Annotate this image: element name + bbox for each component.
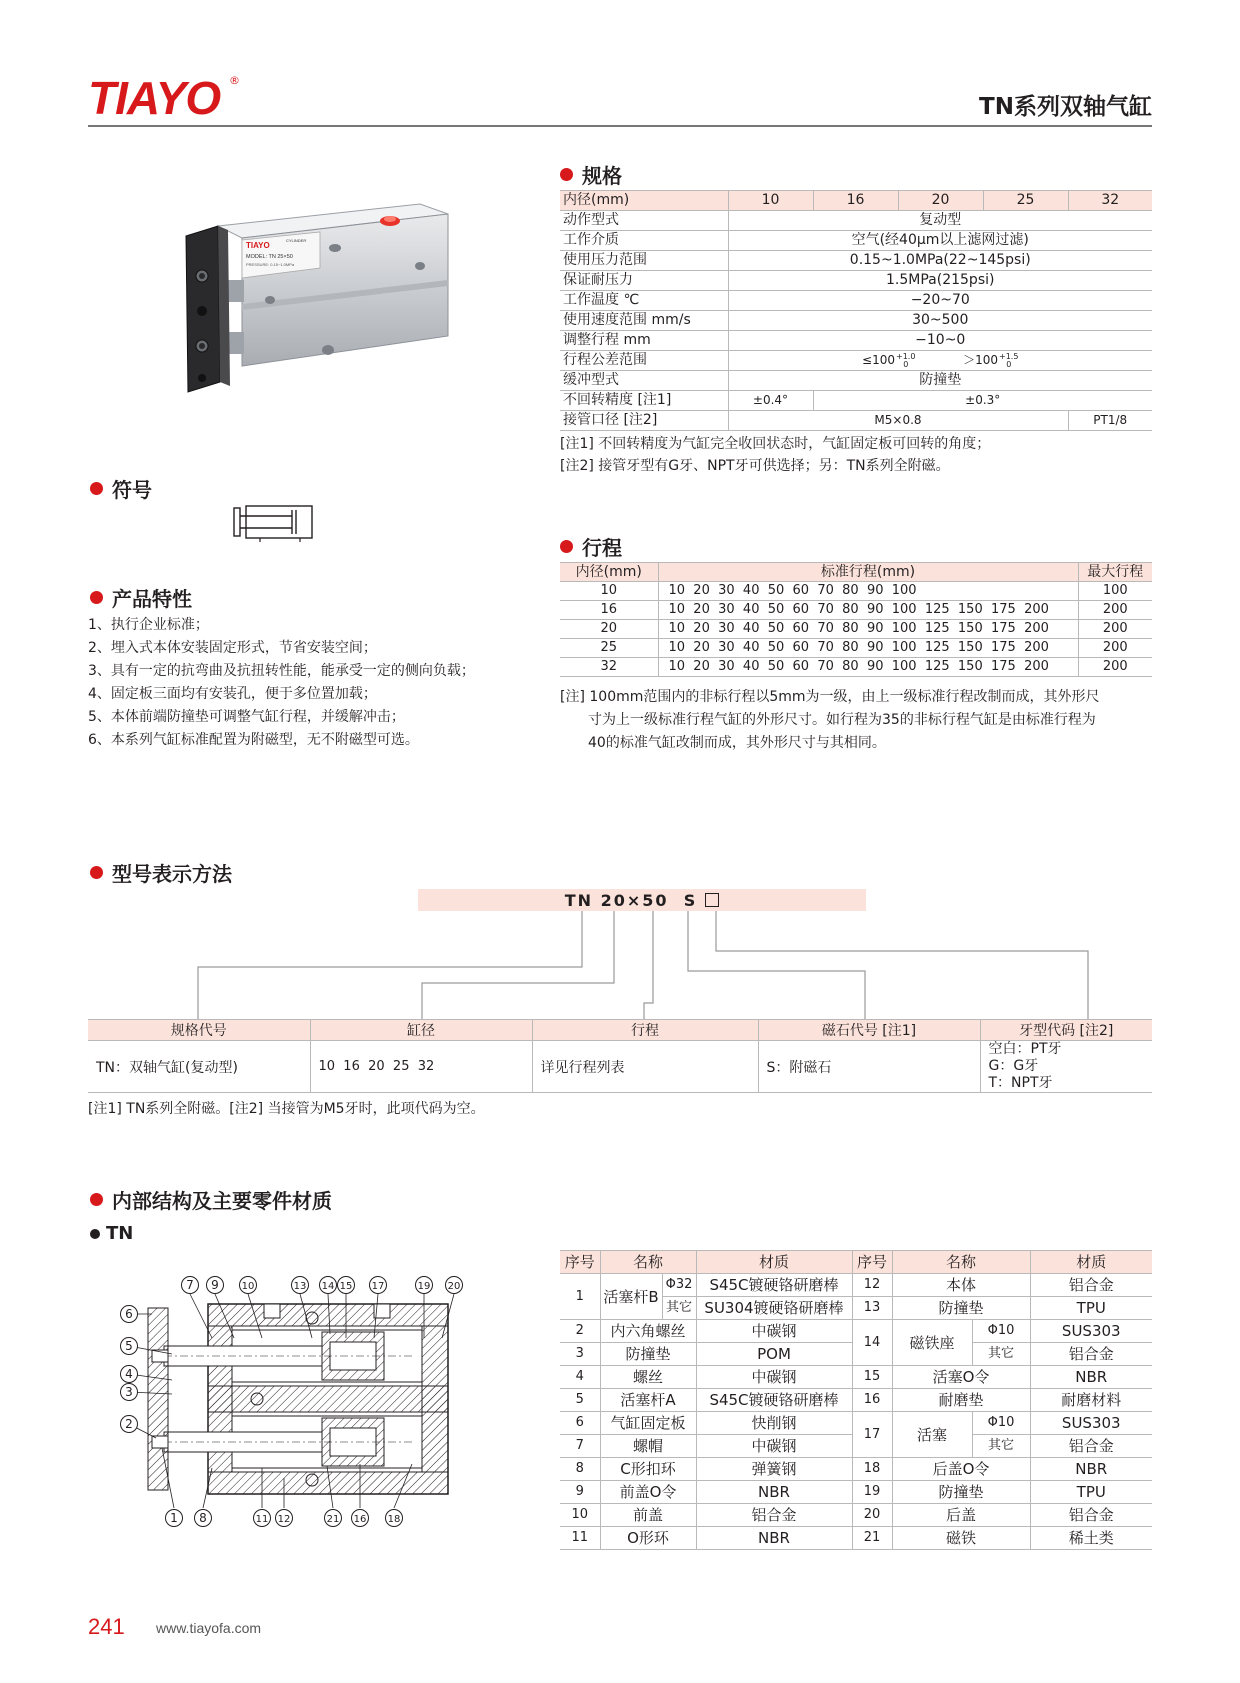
part-no: 12 xyxy=(852,1274,892,1297)
spec-bore-25: 25 xyxy=(983,191,1068,211)
stroke-row xyxy=(560,620,1152,639)
parts-header: 材质 xyxy=(1030,1251,1152,1274)
stroke-values: 10 20 30 40 50 60 70 80 90 100 125 150 175 200 xyxy=(658,658,1078,677)
stroke-bore: 32 xyxy=(560,658,658,677)
parts-row xyxy=(560,1320,1152,1343)
tolerance-a-upper: +1.0 xyxy=(896,351,916,361)
part-name: 防撞垫 xyxy=(892,1297,1030,1320)
website-link[interactable]: www.tiayofa.com xyxy=(156,1620,262,1636)
part-no: 11 xyxy=(560,1527,600,1550)
part-name: 活塞 xyxy=(892,1412,972,1458)
tolerance-a: ≤100 xyxy=(862,353,896,367)
parts-table xyxy=(560,1250,1152,1550)
parts-row xyxy=(560,1412,1152,1435)
label-9 xyxy=(207,1277,224,1294)
part-no: 18 xyxy=(852,1458,892,1481)
parts-row xyxy=(560,1458,1152,1481)
stroke-max: 200 xyxy=(1078,639,1152,658)
label-12-text: 12 xyxy=(277,1514,291,1525)
photo-cylinder: CYLINDER xyxy=(286,238,307,243)
label-1-text: 1 xyxy=(170,1511,178,1525)
label-14 xyxy=(320,1277,337,1294)
section-spec-title xyxy=(560,160,622,189)
cross-section-diagram xyxy=(112,1268,502,1538)
parts-header-row xyxy=(560,1251,1152,1274)
header-divider xyxy=(88,125,1152,127)
parts-header: 序号 xyxy=(852,1251,892,1274)
model-table xyxy=(88,1019,1152,1093)
part-material: 中碳钢 xyxy=(696,1320,852,1343)
model-bores: 10 16 20 25 32 xyxy=(310,1041,532,1093)
pneumatic-symbol xyxy=(230,504,320,546)
tolerance-a-lower: 0 xyxy=(903,359,909,369)
feature-item: 1、执行企业标准； xyxy=(88,617,209,633)
tolerance-b: ＞100 xyxy=(963,353,999,367)
stroke-row xyxy=(560,658,1152,677)
label-20-text: 20 xyxy=(447,1281,461,1292)
spec-label: 行程公差范围 xyxy=(560,351,728,371)
stroke-row xyxy=(560,639,1152,658)
label-13-text: 13 xyxy=(293,1281,307,1292)
spec-row xyxy=(560,331,1152,351)
section-model-label: 型号表示方法 xyxy=(112,862,232,886)
part-name: 后盖 xyxy=(892,1504,1030,1527)
part-material: TPU xyxy=(1030,1297,1152,1320)
parts-row xyxy=(560,1527,1152,1550)
part-name: 螺丝 xyxy=(600,1366,696,1389)
spec-label: 使用速度范围 mm/s xyxy=(560,311,728,331)
spec-row xyxy=(560,391,1152,411)
label-4-text: 4 xyxy=(125,1367,133,1381)
spec-label: 保证耐压力 xyxy=(560,271,728,291)
stroke-bore: 25 xyxy=(560,639,658,658)
part-sub: Φ32 xyxy=(662,1274,696,1297)
label-10 xyxy=(240,1277,257,1294)
part-no: 8 xyxy=(560,1458,600,1481)
spec-bore-label: 内径(mm) xyxy=(560,191,728,211)
label-7-text: 7 xyxy=(186,1278,194,1292)
section-features-label: 产品特性 xyxy=(112,587,192,611)
stroke-header-row xyxy=(560,563,1152,582)
section-structure-title xyxy=(90,1185,332,1214)
spec-row xyxy=(560,231,1152,251)
series-title: TN系列双轴气缸 xyxy=(979,94,1152,120)
bullet-icon xyxy=(90,866,103,879)
stroke-row xyxy=(560,601,1152,620)
label-17 xyxy=(370,1277,387,1294)
part-material: 弹簧钢 xyxy=(696,1458,852,1481)
feature-list xyxy=(88,614,475,752)
spec-value: M5×0.8 xyxy=(728,411,1068,431)
feature-item: 6、本系列气缸标准配置为附磁型，无不附磁型可选。 xyxy=(88,732,419,748)
label-14-text: 14 xyxy=(321,1281,335,1292)
part-name: 后盖O令 xyxy=(892,1458,1030,1481)
model-stroke: 详见行程列表 xyxy=(532,1041,758,1093)
part-material: S45C镀硬铬研磨棒 xyxy=(696,1389,852,1412)
part-name: 气缸固定板 xyxy=(600,1412,696,1435)
label-2-text: 2 xyxy=(125,1417,133,1431)
part-material: 中碳钢 xyxy=(696,1435,852,1458)
stroke-header: 内径(mm) xyxy=(560,563,658,582)
label-5-text: 5 xyxy=(125,1339,133,1353)
model-note: [注1] TN系列全附磁。[注2] 当接管为M5牙时，此项代码为空。 xyxy=(88,1101,485,1117)
spec-row xyxy=(560,371,1152,391)
bullet-icon xyxy=(90,482,103,495)
parts-header: 名称 xyxy=(892,1251,1030,1274)
spec-value: 空气(经40μm以上滤网过滤) xyxy=(728,231,1152,251)
spec-label: 缓冲型式 xyxy=(560,371,728,391)
spec-value: PT1/8 xyxy=(1068,411,1152,431)
label-19-text: 19 xyxy=(417,1281,431,1292)
section-model-title xyxy=(90,858,232,887)
part-sub: 其它 xyxy=(972,1343,1030,1366)
spec-value: −20~70 xyxy=(728,291,1152,311)
label-19 xyxy=(416,1277,433,1294)
label-15-text: 15 xyxy=(339,1281,353,1292)
label-20 xyxy=(446,1277,463,1294)
section-structure-label: 内部结构及主要零件材质 xyxy=(112,1189,332,1213)
part-material: 耐磨材料 xyxy=(1030,1389,1152,1412)
product-photo xyxy=(180,196,455,421)
part-no: 3 xyxy=(560,1343,600,1366)
spec-row xyxy=(560,311,1152,331)
spec-label: 调整行程 mm xyxy=(560,331,728,351)
part-material: NBR xyxy=(1030,1366,1152,1389)
stroke-note xyxy=(560,686,1160,755)
part-no: 9 xyxy=(560,1481,600,1504)
spec-row xyxy=(560,211,1152,231)
parts-row xyxy=(560,1274,1152,1297)
part-material: SU304镀硬铬研磨棒 xyxy=(696,1297,852,1320)
tolerance-cell xyxy=(728,351,1152,371)
part-material: SUS303 xyxy=(1030,1320,1152,1343)
label-5 xyxy=(121,1338,138,1355)
section-features-title xyxy=(90,583,192,612)
label-6 xyxy=(121,1306,138,1323)
page-number: 241 xyxy=(88,1614,125,1639)
label-3-text: 3 xyxy=(125,1385,133,1399)
part-name: 活塞O令 xyxy=(892,1366,1030,1389)
spec-label: 动作型式 xyxy=(560,211,728,231)
label-2 xyxy=(121,1416,138,1433)
part-material: 中碳钢 xyxy=(696,1366,852,1389)
parts-row xyxy=(560,1504,1152,1527)
spec-label: 工作温度 ℃ xyxy=(560,291,728,311)
spec-value: 30~500 xyxy=(728,311,1152,331)
stroke-values: 10 20 30 40 50 60 70 80 90 100 125 150 175 200 xyxy=(658,639,1078,658)
label-12 xyxy=(276,1510,293,1527)
registered-mark: ® xyxy=(229,74,240,87)
parts-header: 名称 xyxy=(600,1251,696,1274)
part-no: 14 xyxy=(852,1320,892,1366)
model-thread xyxy=(980,1041,1152,1093)
spec-note: [注1] 不回转精度为气缸完全收回状态时，气缸固定板可回转的角度； xyxy=(560,436,991,452)
model-header: 行程 xyxy=(532,1020,758,1041)
label-4 xyxy=(121,1366,138,1383)
spec-note: [注2] 接管牙型有G牙、NPT牙可供选择；另：TN系列全附磁。 xyxy=(560,458,950,474)
label-8-text: 8 xyxy=(199,1511,207,1525)
section-stroke-label: 行程 xyxy=(582,536,622,560)
part-no: 19 xyxy=(852,1481,892,1504)
spec-bore-10: 10 xyxy=(728,191,813,211)
part-no: 7 xyxy=(560,1435,600,1458)
section-symbol-label: 符号 xyxy=(112,478,152,502)
spec-row-tolerance xyxy=(560,351,1152,371)
label-16 xyxy=(352,1510,369,1527)
label-21-text: 21 xyxy=(326,1514,340,1525)
spec-row xyxy=(560,291,1152,311)
spec-bore-32: 32 xyxy=(1068,191,1152,211)
thread-option: T：NPT牙 xyxy=(988,1075,1053,1091)
spec-table xyxy=(560,190,1152,431)
tolerance-b-lower: 0 xyxy=(1006,359,1012,369)
spec-value: 防撞垫 xyxy=(728,371,1152,391)
model-header: 规格代号 xyxy=(88,1020,310,1041)
part-name: 防撞垫 xyxy=(600,1343,696,1366)
photo-brand: TIAYO xyxy=(246,241,270,250)
model-code-text: TN 20×50 S xyxy=(564,890,698,910)
part-material: S45C镀硬铬研磨棒 xyxy=(696,1274,852,1297)
section-symbol-title xyxy=(90,474,152,503)
bullet-icon xyxy=(560,540,573,553)
part-no: 16 xyxy=(852,1389,892,1412)
part-no: 21 xyxy=(852,1527,892,1550)
part-no: 4 xyxy=(560,1366,600,1389)
stroke-max: 100 xyxy=(1078,582,1152,601)
section-stroke-title xyxy=(560,532,622,561)
spec-value: ±0.4° xyxy=(728,391,813,411)
feature-item: 5、本体前端防撞垫可调整气缸行程，并缓解冲击； xyxy=(88,709,405,725)
spec-value: 1.5MPa(215psi) xyxy=(728,271,1152,291)
part-material: TPU xyxy=(1030,1481,1152,1504)
stroke-note-line: 40的标准气缸改制而成，其外形尺寸与其相同。 xyxy=(588,735,886,751)
spec-header-row xyxy=(560,191,1152,211)
label-6-text: 6 xyxy=(125,1307,133,1321)
spec-value: 0.15~1.0MPa(22~145psi) xyxy=(728,251,1152,271)
bullet-icon xyxy=(560,168,573,181)
spec-bore-20: 20 xyxy=(898,191,983,211)
bullet-icon xyxy=(90,591,103,604)
part-name: 本体 xyxy=(892,1274,1030,1297)
photo-model: MODEL: TN 25×50 xyxy=(246,254,293,260)
part-material: 铝合金 xyxy=(696,1504,852,1527)
stroke-header: 标准行程(mm) xyxy=(658,563,1078,582)
label-3 xyxy=(121,1384,138,1401)
parts-row xyxy=(560,1366,1152,1389)
part-material: NBR xyxy=(696,1527,852,1550)
stroke-note-line: [注] 100mm范围内的非标行程以5mm为一级，由上一级标准行程改制而成，其外形尺 xyxy=(560,689,1100,705)
parts-header: 序号 xyxy=(560,1251,600,1274)
label-17-text: 17 xyxy=(371,1281,385,1292)
model-header: 缸径 xyxy=(310,1020,532,1041)
label-15 xyxy=(338,1277,355,1294)
part-name: 前盖O令 xyxy=(600,1481,696,1504)
bullet-icon xyxy=(90,1193,103,1206)
label-11 xyxy=(254,1510,271,1527)
thread-code-box-icon xyxy=(705,893,719,907)
part-material: 铝合金 xyxy=(1030,1435,1152,1458)
structure-subtitle-label: TN xyxy=(106,1223,134,1244)
part-no: 20 xyxy=(852,1504,892,1527)
section-spec-label: 规格 xyxy=(582,164,622,188)
part-name: 前盖 xyxy=(600,1504,696,1527)
label-1 xyxy=(166,1510,183,1527)
stroke-note-line: 寸为上一级标准行程气缸的外形尺寸。如行程为35的非标行程气缸是由标准行程为 xyxy=(588,712,1096,728)
label-18 xyxy=(386,1510,403,1527)
part-material: 铝合金 xyxy=(1030,1504,1152,1527)
parts-row xyxy=(560,1389,1152,1412)
spec-value: ±0.3° xyxy=(813,391,1152,411)
model-code-leader-lines xyxy=(88,911,1152,1019)
spec-label: 工作介质 xyxy=(560,231,728,251)
parts-header: 材质 xyxy=(696,1251,852,1274)
brand-logo xyxy=(88,74,248,124)
label-8 xyxy=(195,1510,212,1527)
stroke-bore: 16 xyxy=(560,601,658,620)
part-name: 活塞杆A xyxy=(600,1389,696,1412)
part-name: C形扣环 xyxy=(600,1458,696,1481)
part-material: 稀土类 xyxy=(1030,1527,1152,1550)
model-header-row xyxy=(88,1020,1152,1041)
stroke-max: 200 xyxy=(1078,620,1152,639)
part-name: 内六角螺丝 xyxy=(600,1320,696,1343)
feature-item: 3、具有一定的抗弯曲及抗扭转性能，能承受一定的侧向负载； xyxy=(88,663,475,679)
model-magnet: S：附磁石 xyxy=(758,1041,980,1093)
logo-text: TIAYO xyxy=(88,72,221,124)
part-sub: Φ10 xyxy=(972,1412,1030,1435)
part-no: 15 xyxy=(852,1366,892,1389)
part-material: 铝合金 xyxy=(1030,1274,1152,1297)
part-material: NBR xyxy=(1030,1458,1152,1481)
bullet-icon xyxy=(90,1229,100,1239)
stroke-max: 200 xyxy=(1078,601,1152,620)
part-material: NBR xyxy=(696,1481,852,1504)
part-no: 5 xyxy=(560,1389,600,1412)
part-no: 10 xyxy=(560,1504,600,1527)
part-material: 快削钢 xyxy=(696,1412,852,1435)
model-header: 磁石代号 [注1] xyxy=(758,1020,980,1041)
part-name: 磁铁座 xyxy=(892,1320,972,1366)
stroke-row xyxy=(560,582,1152,601)
feature-item: 2、埋入式本体安装固定形式，节省安装空间； xyxy=(88,640,377,656)
spec-label: 接管口径 [注2] xyxy=(560,411,728,431)
tolerance-b-upper: +1.5 xyxy=(999,351,1019,361)
part-sub: Φ10 xyxy=(972,1320,1030,1343)
part-name: 活塞杆B xyxy=(600,1274,662,1320)
spec-row xyxy=(560,251,1152,271)
model-code-bar xyxy=(418,889,866,911)
stroke-max: 200 xyxy=(1078,658,1152,677)
stroke-table xyxy=(560,562,1152,677)
feature-item: 4、固定板三面均有安装孔，便于多位置加载； xyxy=(88,686,377,702)
structure-subtitle xyxy=(90,1223,133,1244)
label-7 xyxy=(182,1277,199,1294)
thread-option: 空白：PT牙 xyxy=(988,1041,1062,1057)
spec-row xyxy=(560,271,1152,291)
part-no: 1 xyxy=(560,1274,600,1320)
model-row xyxy=(88,1041,1152,1093)
model-type: TN：双轴气缸(复动型) xyxy=(88,1041,310,1093)
spec-label: 使用压力范围 xyxy=(560,251,728,271)
spec-bore-16: 16 xyxy=(813,191,898,211)
part-no: 13 xyxy=(852,1297,892,1320)
part-no: 2 xyxy=(560,1320,600,1343)
parts-row xyxy=(560,1481,1152,1504)
spec-row xyxy=(560,411,1152,431)
part-no: 6 xyxy=(560,1412,600,1435)
part-material: SUS303 xyxy=(1030,1412,1152,1435)
photo-pressure: PRESSURE: 0.15~1.0MPa xyxy=(246,262,295,267)
spec-value: 复动型 xyxy=(728,211,1152,231)
stroke-values: 10 20 30 40 50 60 70 80 90 100 125 150 175 200 xyxy=(658,601,1078,620)
part-name: 耐磨垫 xyxy=(892,1389,1030,1412)
cylinder-illustration xyxy=(180,196,455,421)
part-sub: 其它 xyxy=(662,1297,696,1320)
stroke-header: 最大行程 xyxy=(1078,563,1152,582)
cylinder-symbol-icon xyxy=(230,504,320,542)
label-10-text: 10 xyxy=(241,1281,255,1292)
stroke-bore: 20 xyxy=(560,620,658,639)
part-material: 铝合金 xyxy=(1030,1343,1152,1366)
label-9-text: 9 xyxy=(211,1278,219,1292)
part-material: POM xyxy=(696,1343,852,1366)
label-21 xyxy=(325,1510,342,1527)
label-18-text: 18 xyxy=(387,1514,401,1525)
spec-label: 不回转精度 [注1] xyxy=(560,391,728,411)
part-sub: 其它 xyxy=(972,1435,1030,1458)
stroke-values: 10 20 30 40 50 60 70 80 90 100 125 150 175 200 xyxy=(658,620,1078,639)
spec-value: −10~0 xyxy=(728,331,1152,351)
label-16-text: 16 xyxy=(353,1514,367,1525)
label-13 xyxy=(292,1277,309,1294)
spec-notes xyxy=(560,433,990,477)
part-name: 螺帽 xyxy=(600,1435,696,1458)
model-header: 牙型代码 [注2] xyxy=(980,1020,1152,1041)
thread-option: G：G牙 xyxy=(988,1058,1039,1074)
stroke-bore: 10 xyxy=(560,582,658,601)
stroke-values: 10 20 30 40 50 60 70 80 90 100 xyxy=(658,582,1078,601)
part-name: O形环 xyxy=(600,1527,696,1550)
label-11-text: 11 xyxy=(255,1514,269,1525)
part-name: 防撞垫 xyxy=(892,1481,1030,1504)
part-no: 17 xyxy=(852,1412,892,1458)
part-name: 磁铁 xyxy=(892,1527,1030,1550)
